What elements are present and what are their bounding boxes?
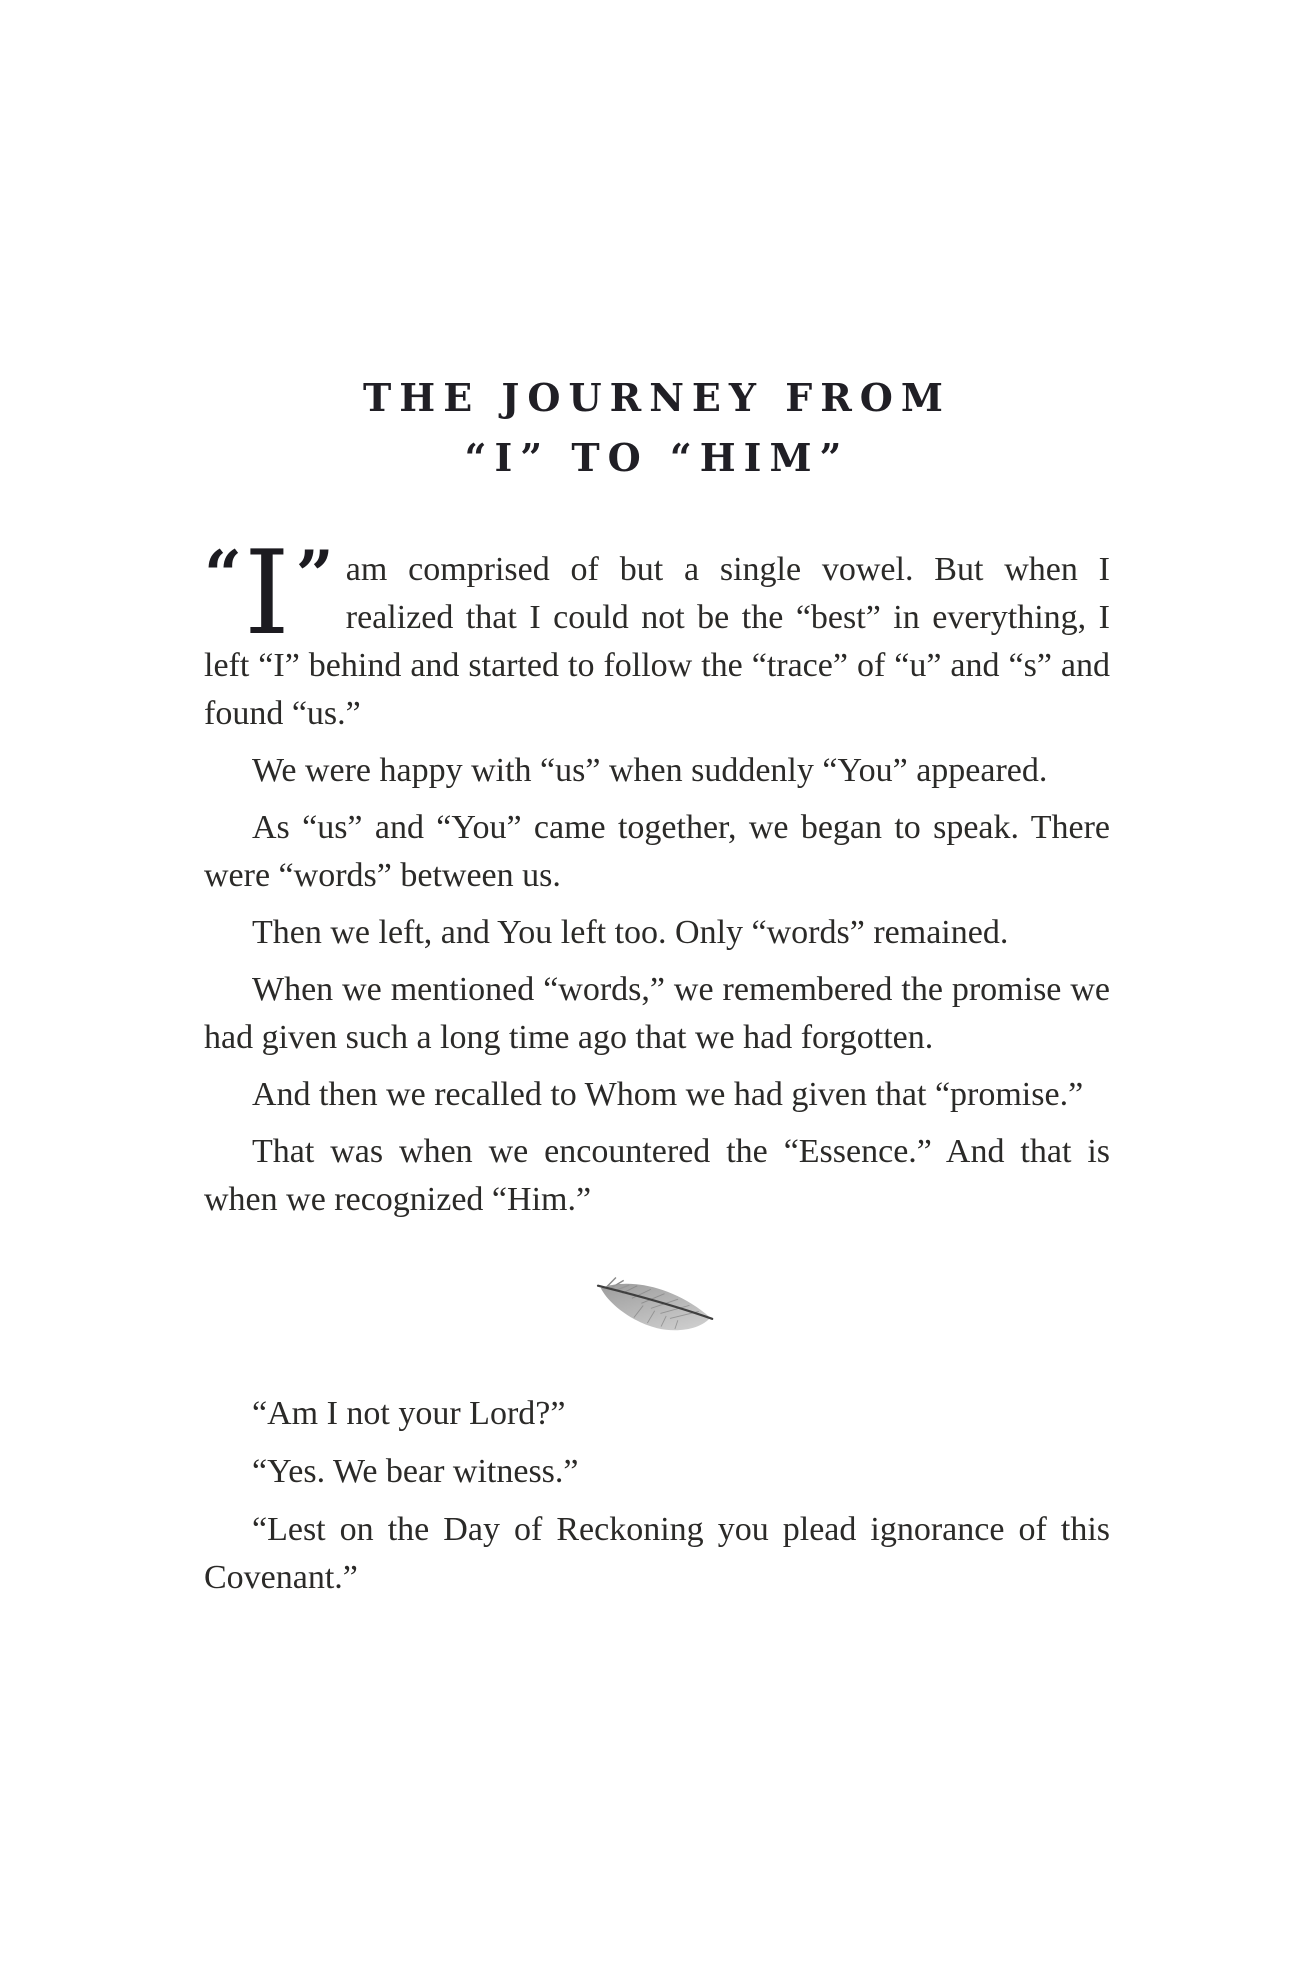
text-column	[204, 368, 1110, 1612]
paragraph: We were happy with “us” when suddenly “You” appeared.	[252, 752, 1048, 789]
dialogue-line: “Lest on the Day of Reckoning you plead ignorance of this Covenant.”	[204, 1511, 1110, 1596]
dropcap-open-quote: “	[204, 536, 238, 614]
dropcap-letter: I	[243, 526, 290, 661]
feather-ornament-icon	[591, 1276, 723, 1340]
paragraph: That was when we encountered the “Essence.” And that is when we recognized “Him.”	[204, 1133, 1110, 1218]
chapter-title-line2: “I” TO “HIM”	[464, 435, 850, 480]
chapter-title	[204, 368, 1110, 488]
dialogue-line: “Yes. We bear witness.”	[252, 1453, 579, 1490]
dialogue-block	[204, 1390, 1110, 1602]
dropcap	[204, 526, 330, 661]
paragraph: As “us” and “You” came together, we began to speak. There were “words” between us.	[204, 809, 1110, 894]
opening-paragraph	[204, 526, 1110, 738]
dialogue-line: “Am I not your Lord?”	[252, 1395, 566, 1432]
paragraph: And then we recalled to Whom we had given that “promise.”	[252, 1076, 1084, 1113]
paragraph: When we mentioned “words,” we remembered the promise we had given such a long time ago that we had forgotten.	[204, 971, 1110, 1056]
opening-paragraph-text: am comprised of but a single vowel. But when I realized that I could not be the “best” in everything, I left “I” behind and started to follow the “trace” of “u” and “s” and found “us.”	[204, 551, 1110, 732]
chapter-body	[204, 526, 1110, 1602]
chapter-title-line1: THE JOURNEY FROM	[363, 375, 951, 420]
dropcap-close-quote: ”	[295, 536, 330, 614]
paragraph: Then we left, and You left too. Only “words” remained.	[252, 914, 1009, 951]
section-divider	[204, 1276, 1110, 1340]
